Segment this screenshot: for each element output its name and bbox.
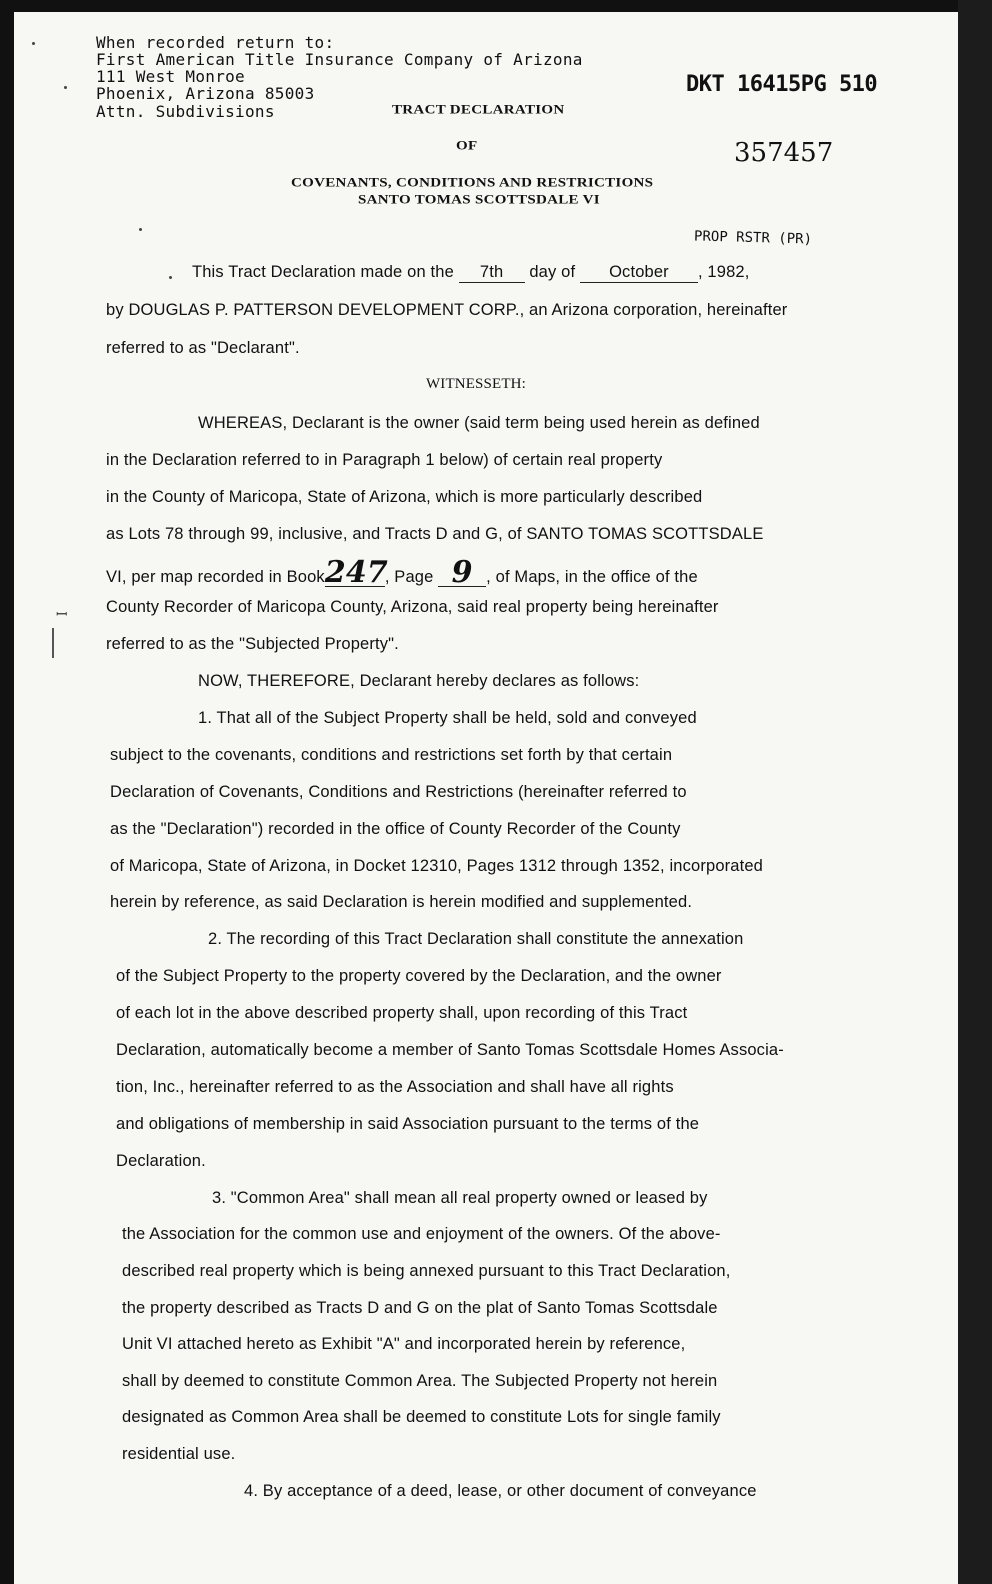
para3-line-2: the Association for the common use and enjoyment of the owners. Of the above- <box>122 1225 721 1243</box>
para3-line-8: residential use. <box>122 1445 236 1463</box>
scan-speck <box>64 86 67 89</box>
intro-line-2: by DOUGLAS P. PATTERSON DEVELOPMENT CORP., an Arizona corporation, hereinafter <box>106 301 788 319</box>
title-line-1: TRACT DECLARATION <box>392 103 565 117</box>
para1-line-6: herein by reference, as said Declaration is herein modified and supplemented. <box>110 893 693 911</box>
scan-dark-edge <box>958 0 992 1584</box>
whereas-line-5-a: VI, per map recorded in Book <box>106 568 325 586</box>
return-to-line-1: When recorded return to: <box>96 33 335 52</box>
return-to-line-5: Attn. Subdivisions <box>96 102 275 121</box>
para2-line-6: and obligations of membership in said Association pursuant to the terms of the <box>116 1115 700 1133</box>
para2-line-2: of the Subject Property to the property covered by the Declaration, and the owner <box>116 967 722 985</box>
witnesseth-heading: WITNESSETH: <box>426 376 526 392</box>
scan-speck <box>169 276 172 279</box>
para2-line-5: tion, Inc., hereinafter referred to as the Association and shall have all rights <box>116 1078 674 1096</box>
whereas-line-5 <box>106 555 698 590</box>
para1-line-2: subject to the covenants, conditions and restrictions set forth by that certain <box>110 746 673 764</box>
intro-line-3: referred to as "Declarant". <box>106 339 300 357</box>
para2-line-4: Declaration, automatically become a member of Santo Tomas Scottsdale Homes Associa- <box>116 1041 784 1059</box>
now-therefore-line: NOW, THEREFORE, Declarant hereby declares as follows: <box>198 672 640 690</box>
intro-line-1 <box>192 263 749 283</box>
margin-scan-line <box>52 628 54 658</box>
whereas-line-5-c: , of Maps, in the office of the <box>486 568 698 586</box>
para3-line-5: Unit VI attached hereto as Exhibit "A" and incorporated herein by reference, <box>122 1335 686 1353</box>
page-number: 9 <box>438 560 486 587</box>
margin-scan-mark: ꟷ <box>56 607 68 623</box>
return-to-line-4: Phoenix, Arizona 85003 <box>96 84 315 103</box>
para1-line-4: as the "Declaration") recorded in the office of County Recorder of the County <box>110 820 681 838</box>
para2-line-7: Declaration. <box>116 1152 206 1170</box>
return-to-line-2: First American Title Insurance Company of Arizona <box>96 50 583 69</box>
para2-line-3: of each lot in the above described property shall, upon recording of this Tract <box>116 1004 688 1022</box>
para3-line-7: designated as Common Area shall be deemed to constitute Lots for single family <box>122 1408 721 1426</box>
title-line-3: COVENANTS, CONDITIONS AND RESTRICTIONS <box>291 176 654 190</box>
intro-year: , 1982, <box>697 263 750 281</box>
whereas-line-1: WHEREAS, Declarant is the owner (said term being used herein as defined <box>198 414 760 432</box>
para4-line-1: 4. By acceptance of a deed, lease, or other document of conveyance <box>244 1482 757 1500</box>
intro-month: October <box>580 263 698 283</box>
title-line-2: OF <box>456 139 478 153</box>
para1-line-3: Declaration of Covenants, Conditions and Restrictions (hereinafter referred to <box>110 783 687 801</box>
return-to-line-3: 111 West Monroe <box>96 67 245 86</box>
intro-day: 7th <box>459 263 525 283</box>
book-number: 247 <box>324 555 388 590</box>
docket-stamp: DKT 16415PG 510 <box>686 72 878 97</box>
para3-line-4: the property described as Tracts D and G on the plat of Santo Tomas Scottsdale <box>122 1299 718 1317</box>
para2-line-1: 2. The recording of this Tract Declaration shall constitute the annexation <box>208 930 744 948</box>
title-line-4: SANTO TOMAS SCOTTSDALE VI <box>358 193 600 207</box>
scan-speck <box>32 42 35 45</box>
whereas-line-3: in the County of Maricopa, State of Arizona, which is more particularly described <box>106 488 703 506</box>
recording-number-stamp: 357457 <box>734 138 834 168</box>
whereas-line-2: in the Declaration referred to in Paragraph 1 below) of certain real property <box>106 451 663 469</box>
para3-line-1: 3. "Common Area" shall mean all real property owned or leased by <box>212 1189 708 1207</box>
whereas-line-4: as Lots 78 through 99, inclusive, and Tracts D and G, of SANTO TOMAS SCOTTSDALE <box>106 525 764 543</box>
para1-line-1: 1. That all of the Subject Property shall be held, sold and conveyed <box>198 709 697 727</box>
para1-line-5: of Maricopa, State of Arizona, in Docket 12310, Pages 1312 through 1352, incorporated <box>110 857 764 875</box>
intro-pre-day: This Tract Declaration made on the <box>192 263 454 281</box>
prop-rstr-stamp: PROP RSTR (PR) <box>693 228 813 248</box>
para3-line-6: shall by deemed to constitute Common Area. The Subjected Property not herein <box>122 1372 718 1390</box>
scan-speck <box>139 228 142 231</box>
whereas-line-5-b: , Page <box>384 568 434 586</box>
whereas-line-6: County Recorder of Maricopa County, Arizona, said real property being hereinafter <box>106 598 719 616</box>
intro-mid: day of <box>529 263 576 281</box>
whereas-line-7: referred to as the "Subjected Property". <box>106 635 399 653</box>
document-page <box>14 12 958 1584</box>
para3-line-3: described real property which is being annexed pursuant to this Tract Declaration, <box>122 1262 731 1280</box>
